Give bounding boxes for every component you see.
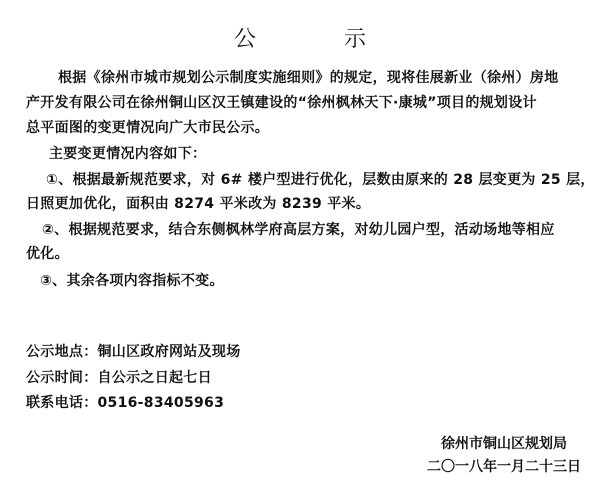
- item1-line2: 日照更加优化，面积由 8274 平米改为 8239 平米。: [26, 196, 371, 212]
- item3: ③、其余各项内容指标不变。: [40, 273, 224, 289]
- title-char-1: 公: [233, 27, 256, 52]
- item1-line1: ①、根据最新规范要求，对 6# 楼户型进行优化，层数由原来的 28 层变更为 25 层，: [46, 172, 595, 188]
- info-time: 公示时间：自公示之日起七日: [26, 370, 212, 386]
- para1-line1: 根据《徐州市城市规划公示制度实施细则》的规定，现将佳展新业（徐州）房地: [58, 70, 559, 86]
- info-location: 公示地点：铜山区政府网站及现场: [26, 344, 241, 360]
- changes-heading: 主要变更情况内容如下：: [49, 146, 207, 162]
- item2-line1: ②、根据规范要求，结合东侧枫林学府高层方案，对幼儿园户型，活动场地等相应: [42, 222, 555, 238]
- signature-date: 二〇一八年一月二十三日: [427, 459, 581, 475]
- item2-line2: 优化。: [26, 246, 69, 262]
- para1-line3: 总平面图的变更情况向广大市民公示。: [26, 120, 270, 136]
- signature-org: 徐州市铜山区规划局: [441, 436, 567, 452]
- info-phone: 联系电话：0516-83405963: [26, 395, 225, 411]
- notice-title: [0, 22, 600, 53]
- para1-line2: 产开发有限公司在徐州铜山区汉王镇建设的“徐州枫林天下·康城”项目的规划设计: [26, 95, 537, 111]
- title-char-2: 示: [344, 27, 367, 52]
